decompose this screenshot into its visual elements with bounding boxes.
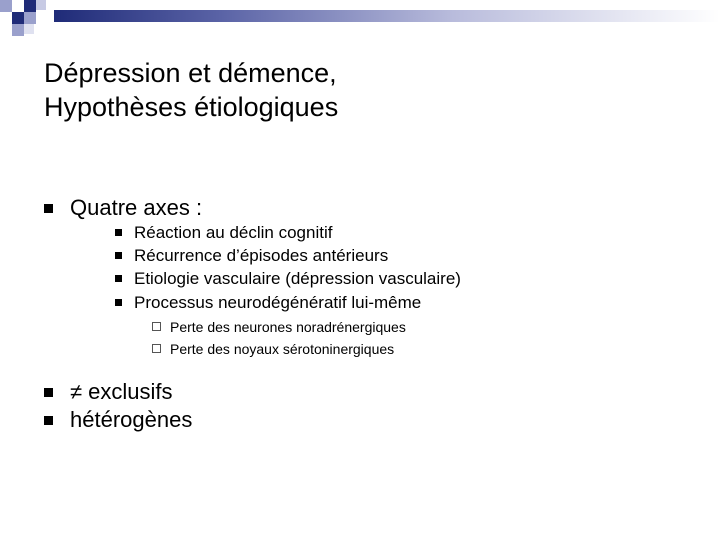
square-bullet-icon <box>44 388 53 397</box>
sub-sub-bullet-text: Perte des noyaux sérotoninergiques <box>170 341 395 357</box>
hollow-square-bullet-icon <box>152 344 161 353</box>
decor-square-8 <box>12 24 24 36</box>
sub-bullet-text: Processus neurodégénératif lui-même <box>134 293 422 312</box>
slide-title-line-1: Dépression et démence, <box>44 58 337 88</box>
bullet-text: ≠ exclusifs <box>70 379 173 404</box>
square-bullet-icon <box>115 275 122 282</box>
sub-bullet-text: Récurrence d’épisodes antérieurs <box>134 246 389 265</box>
square-bullet-icon <box>44 416 53 425</box>
square-bullet-icon <box>115 299 122 306</box>
sub-bullet-text: Réaction au déclin cognitif <box>134 223 333 242</box>
header-gradient-bar <box>54 10 720 22</box>
slide-title <box>44 56 684 124</box>
bullet-text: hétérogènes <box>70 407 193 432</box>
sub-bullet-text: Etiologie vasculaire (dépression vasculaire) <box>134 269 461 288</box>
square-bullet-icon <box>115 252 122 259</box>
decor-square-4 <box>36 0 46 10</box>
decor-square-9 <box>24 24 34 34</box>
decor-square-6 <box>12 12 24 24</box>
square-bullet-icon <box>44 204 53 213</box>
hollow-square-bullet-icon <box>152 322 161 331</box>
decor-square-1 <box>0 0 12 12</box>
header-decoration <box>0 0 720 40</box>
bullet-text: Quatre axes : <box>70 195 203 220</box>
decor-square-7 <box>24 12 36 24</box>
decor-square-2 <box>12 0 24 12</box>
square-bullet-icon <box>115 229 122 236</box>
decor-square-5 <box>0 12 12 24</box>
sub-sub-bullet-text: Perte des neurones noradrénergiques <box>170 319 406 335</box>
slide-title-line-2: Hypothèses étiologiques <box>44 92 339 122</box>
decor-square-3 <box>24 0 36 12</box>
